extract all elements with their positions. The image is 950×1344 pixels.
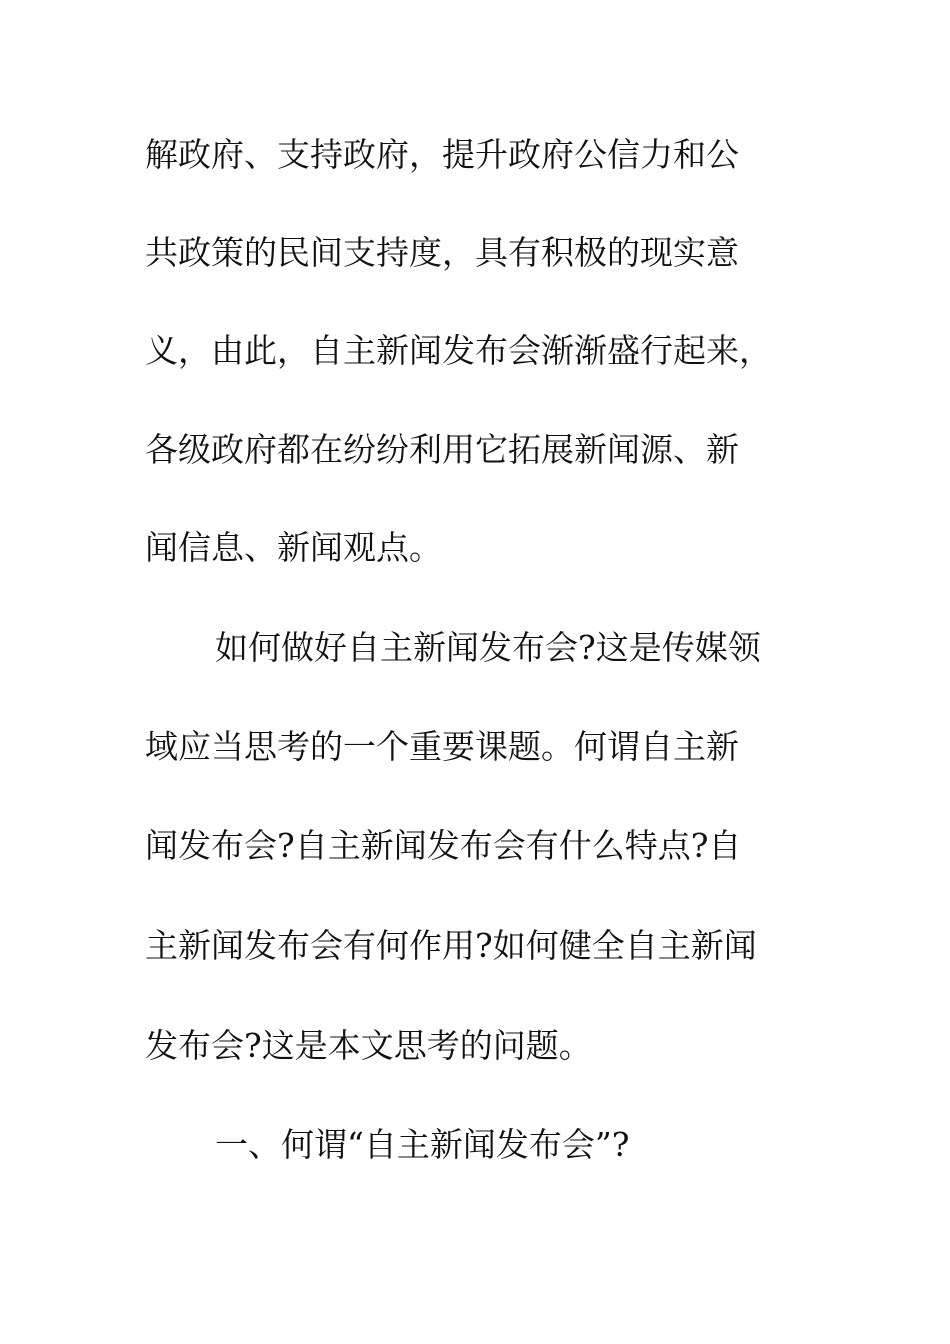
- paragraph-line: 各级政府都在纷纷利用它拓展新闻源、新: [145, 430, 739, 469]
- paragraph-line: 义，由此，自主新闻发布会渐渐盛行起来，: [145, 331, 772, 370]
- paragraph-line: 发布会?这是本文思考的问题。: [145, 1026, 592, 1065]
- paragraph-line: 主新闻发布会有何作用?如何健全自主新闻: [145, 926, 757, 965]
- section-heading: 一、何谓“自主新闻发布会”?: [215, 1125, 630, 1164]
- paragraph-line: 闻信息、新闻观点。: [145, 528, 442, 567]
- paragraph-line: 域应当思考的一个重要课题。何谓自主新: [145, 727, 739, 766]
- paragraph-line: 闻发布会?自主新闻发布会有什么特点?自: [145, 826, 742, 865]
- paragraph-line: 解政府、支持政府，提升政府公信力和公: [145, 135, 739, 174]
- paragraph-line: 如何做好自主新闻发布会?这是传媒领: [215, 628, 761, 667]
- paragraph-line: 共政策的民间支持度，具有积极的现实意: [145, 233, 739, 272]
